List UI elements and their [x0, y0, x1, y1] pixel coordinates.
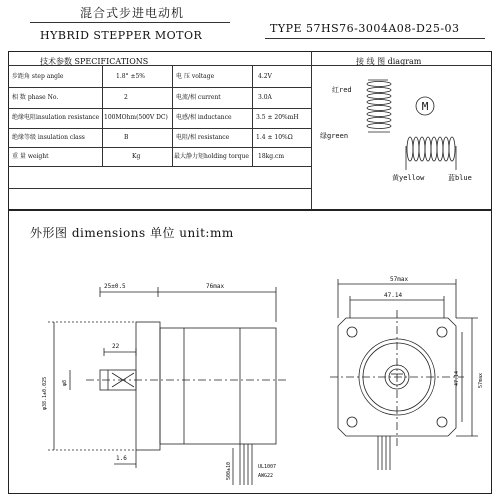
wire-gauge: AWG22	[258, 473, 274, 479]
body-length-dim: 76max	[206, 283, 225, 290]
wiring-diagram	[312, 66, 492, 210]
side-view-drawing	[8, 270, 308, 492]
type-underline	[265, 38, 485, 39]
spec-value: 1.8° ±5%	[116, 73, 145, 80]
spec-heading: 技术参数 SPECIFICATIONS	[40, 57, 149, 66]
spec-label: 电 压 voltage	[176, 73, 215, 80]
col-line	[252, 65, 253, 166]
wire-red-label: 红red	[332, 86, 352, 94]
spec-value: 100MOhm(500V DC)	[104, 114, 168, 121]
hole-spacing-dim: 47.14	[384, 292, 403, 299]
horizontal-coil	[407, 137, 455, 161]
title-underline	[30, 22, 230, 23]
front-height-dim: 57max	[478, 372, 484, 388]
wiring-heading: 接 线 图 diagram	[356, 57, 422, 66]
lead-length-dim: 500±10	[226, 461, 232, 480]
spec-label: 步距角 step angle	[12, 73, 64, 80]
spec-value: B	[124, 134, 129, 141]
row-line	[8, 188, 311, 189]
col-line	[102, 65, 103, 166]
spec-label: 重 量 weight	[12, 153, 49, 160]
key-length-dim: 22	[112, 343, 120, 350]
hole-spacing-vertical-dim: 47.14	[454, 370, 460, 386]
wire-yellow-label: 黄yellow	[392, 174, 425, 182]
front-view-drawing	[316, 270, 492, 492]
spec-value: Kg	[132, 153, 141, 160]
spec-value: 4.2V	[258, 73, 272, 80]
row-line	[8, 108, 311, 109]
spec-value: 3.5 ± 20%mH	[256, 114, 299, 121]
spec-label: 电感/相 inductance	[176, 114, 232, 121]
spec-value: 18kg.cm	[258, 153, 285, 160]
wire-spec: UL1007	[258, 464, 277, 470]
spec-label: 最大静力矩holding torque	[174, 153, 249, 160]
wire-blue-label: 蓝blue	[448, 174, 472, 182]
model-type: TYPE 57HS76-3004A08-D25-03	[270, 22, 460, 35]
front-width-dim: 57max	[390, 276, 409, 283]
title-english: HYBRID STEPPER MOTOR	[40, 29, 203, 42]
motor-symbol: M	[421, 100, 429, 113]
row-line	[8, 147, 311, 148]
title-chinese: 混合式步进电动机	[80, 6, 185, 20]
spec-label: 绝缘电阻insulation resistance	[12, 114, 100, 121]
shaft-diameter-dim: φ38.1±0.025	[42, 376, 48, 410]
spec-label: 电阻/相 resistance	[176, 134, 230, 141]
spec-value: 3.0A	[258, 94, 272, 101]
shaft-flat-dim: φ8	[62, 379, 68, 386]
dimensions-heading: 外形图 dimensions 单位 unit:mm	[30, 226, 234, 240]
row-line	[8, 166, 311, 167]
spec-label: 绝缘等级 insulation class	[12, 134, 85, 141]
vertical-coil	[367, 82, 391, 129]
spec-label: 电流/相 current	[176, 94, 221, 101]
row-line	[8, 128, 311, 129]
spec-value: 2	[124, 94, 128, 101]
row-line	[8, 87, 311, 88]
wire-green-label: 绿green	[320, 132, 349, 140]
flange-thickness-dim: 1.6	[116, 455, 127, 462]
col-line	[172, 65, 173, 166]
spec-label: 相 数 phase No.	[12, 94, 59, 101]
spec-value: 1.4 ± 10%Ω	[256, 134, 293, 141]
flange-length-dim: 25±0.5	[104, 283, 126, 290]
